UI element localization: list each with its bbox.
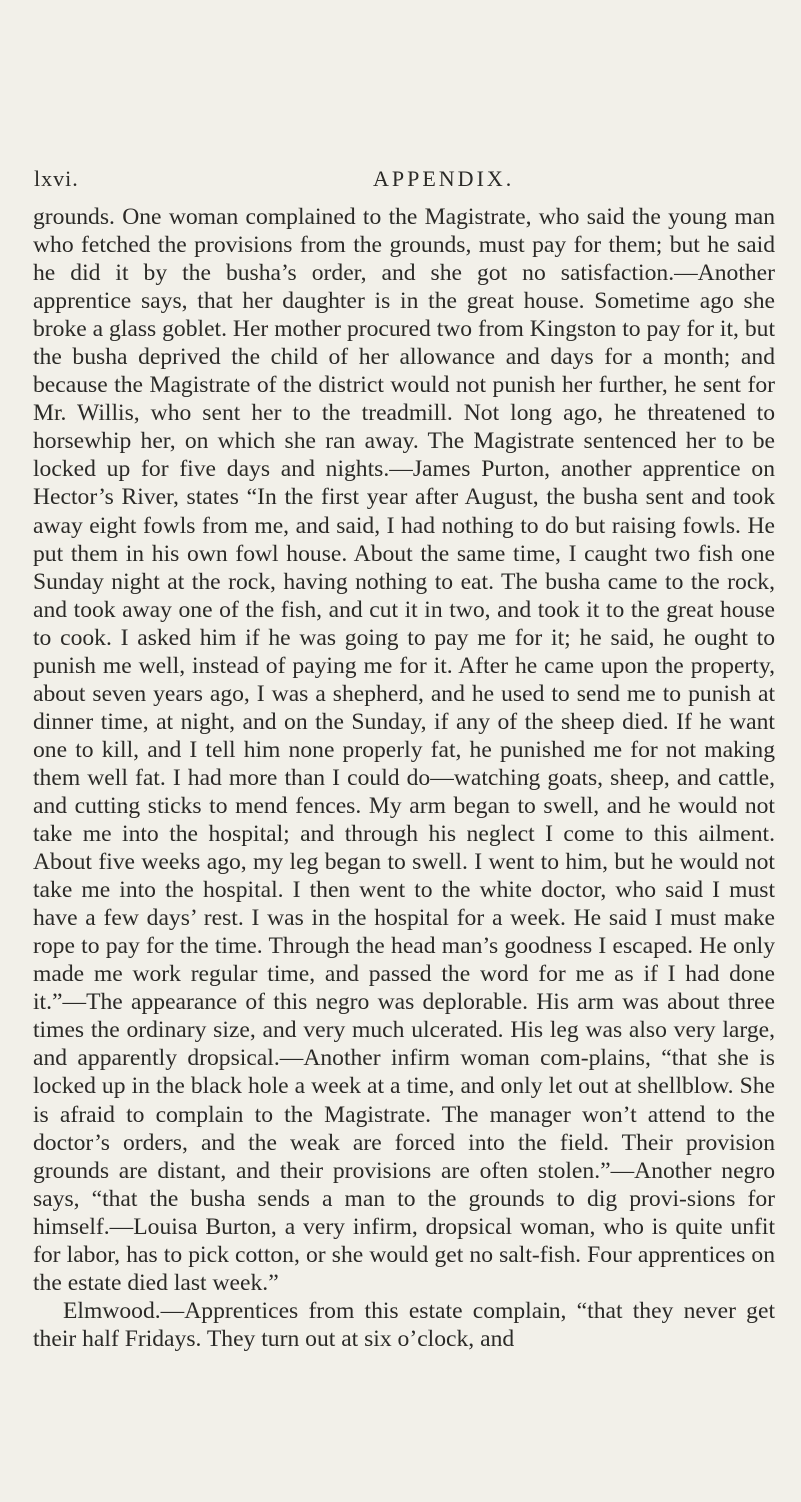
running-head — [34, 166, 774, 192]
body-text — [33, 203, 775, 1353]
header-title: APPENDIX. — [373, 166, 515, 191]
paragraph: grounds. One woman complained to the Magistrate, who said the young man who fetched the provisions from the grounds, must pay for them; but he said he did it by the busha’s order, and she got no satisfaction.—Another apprentice says, that her daughter is in the great house. Sometime ago she broke a glass goblet. Her mother procured two from Kingston to pay for it, but the busha deprived the child of her allowance and days for a month; and because the Magistrate of the district would not punish her further, he sent for Mr. Willis, who sent her to the treadmill. Not long ago, he threatened to horsewhip her, on which she ran away. The Magistrate sentenced her to be locked up for five days and nights.—James Purton, another apprentice on Hector’s River, states “In the first year after August, the busha sent and took away eight fowls from me, and said, I had nothing to do but raising fowls. He put them in his own fowl house. About the same time, I caught two fish one Sunday night at the rock, having nothing to eat. The busha came to the rock, and took away one of the fish, and cut it in two, and took it to the great house to cook. I asked him if he was going to pay me for it; he said, he ought to punish me well, instead of paying me for it. After he came upon the property, about seven years ago, I was a shepherd, and he used to send me to punish at dinner time, at night, and on the Sunday, if any of the sheep died. If he want one to kill, and I tell him none properly fat, he punished me for not making them well fat. I had more than I could do—watching goats, sheep, and cattle, and cutting sticks to mend fences. My arm began to swell, and he would not take me into the hospital; and through his neglect I come to this ailment. About five weeks ago, my leg began to swell. I went to him, but he would not take me into the hospital. I then went to the white doctor, who said I must have a few days’ rest. I was in the hospital for a week. He said I must make rope to pay for the time. Through the head man’s goodness I escaped. He only made me work regular time, and passed the word for me as if I had done it.”—The appearance of this negro was deplorable. His arm was about three times the ordinary size, and very much ulcerated. His leg was also very large, and apparently dropsical.—Another infirm woman com-plains, “that she is locked up in the black hole a week at a time, and only let out at shellblow. She is afraid to complain to the Magistrate. The manager won’t attend to the doctor’s orders, and the weak are forced into the field. Their provision grounds are distant, and their provisions are often stolen.”—Another negro says, “that the busha sends a man to the grounds to dig provi-sions for himself.—Louisa Burton, a very infirm, dropsical woman, who is quite unfit for labor, has to pick cotton, or she would get no salt-fish. Four apprentices on the estate died last week.” — [33, 204, 775, 1296]
page-number: lxvi. — [34, 166, 79, 191]
paragraph: Elmwood.—Apprentices from this estate complain, “that they never get their half Fridays. They turn out at six o’clock, and — [33, 1297, 775, 1352]
